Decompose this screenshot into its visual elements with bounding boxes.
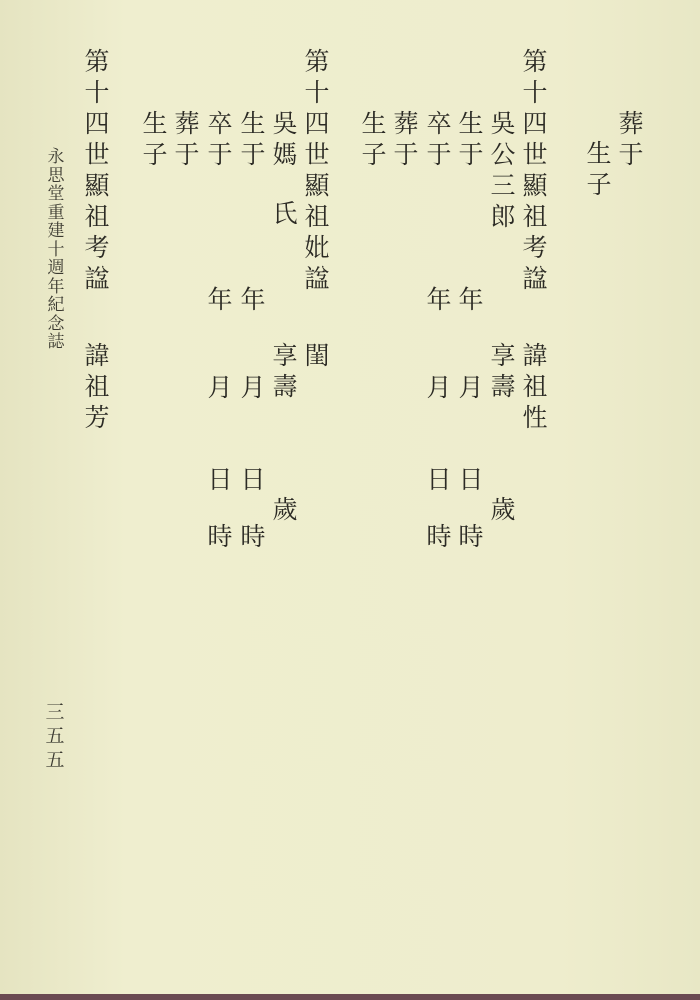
text-column-c27 [236,284,270,315]
column-char: 生 [240,109,266,138]
text-column-c28 [236,372,270,403]
column-char: 日 [240,465,266,494]
text-column-c10 [454,372,488,403]
book-title-char: 堂 [47,184,65,204]
text-column-c30 [236,521,270,552]
column-char: 日 [207,465,233,494]
column-char: 年 [207,285,233,314]
text-column-c39 [80,340,114,433]
column-char: 世 [522,140,548,169]
book-title-char: 誌 [47,332,65,352]
text-column-c31 [203,108,237,170]
column-char: 四 [84,109,110,138]
text-column-c20 [300,46,334,294]
column-char: 生 [361,109,387,138]
text-column-c05 [486,108,520,232]
text-column-c32 [203,284,237,315]
column-char: 歲 [272,495,298,524]
column-char: 顯 [84,171,110,200]
page-number-char: 五 [45,725,65,747]
column-char: 世 [84,140,110,169]
column-char: 三 [490,171,516,200]
text-column-c29 [236,464,270,495]
column-char: 第 [522,47,548,76]
text-column-c11 [454,464,488,495]
text-column-c22 [268,108,302,170]
book-title-char: 紀 [47,295,65,315]
text-column-c18 [389,108,423,170]
column-char: 年 [458,285,484,314]
column-char: 時 [240,522,266,551]
book-title-char: 念 [47,313,65,334]
text-column-c12 [454,521,488,552]
page-number-char: 五 [45,749,65,771]
column-char: 葬 [174,109,200,138]
column-char: 葬 [393,109,419,138]
column-char: 第 [304,47,330,76]
column-char: 月 [207,373,233,402]
text-column-c19 [357,108,391,170]
column-char: 諡 [522,264,548,293]
book-title-char: 十 [47,239,65,260]
column-char: 于 [458,140,484,169]
page-number [42,700,68,772]
column-char: 壽 [490,372,516,401]
column-char: 于 [618,140,644,169]
column-char: 歲 [490,495,516,524]
column-char: 子 [361,140,387,169]
column-char: 于 [240,140,266,169]
column-char: 十 [304,78,330,107]
column-char: 十 [84,78,110,107]
column-char: 諡 [304,264,330,293]
text-column-c14 [422,284,456,315]
text-column-c16 [422,464,456,495]
column-char: 祖 [522,202,548,231]
column-char: 時 [458,522,484,551]
column-char: 享 [490,341,516,370]
column-char: 年 [240,285,266,314]
column-char: 郎 [490,202,516,231]
text-column-c08 [454,108,488,170]
column-char: 第 [84,47,110,76]
column-char: 葬 [618,109,644,138]
text-column-c34 [203,464,237,495]
column-char: 媽 [272,140,298,169]
text-column-c04 [518,340,552,433]
text-column-c26 [236,108,270,170]
text-column-c15 [422,372,456,403]
text-column-c06 [486,340,520,402]
column-char: 于 [426,140,452,169]
column-char: 壽 [272,372,298,401]
text-column-c09 [454,284,488,315]
column-char: 十 [522,78,548,107]
column-char: 于 [174,140,200,169]
column-char: 時 [207,522,233,551]
page-number-char: 三 [45,701,65,723]
column-char: 日 [458,465,484,494]
text-column-c24 [268,340,302,402]
book-title-char: 重 [47,202,65,223]
text-column-c02 [582,138,616,200]
text-column-c33 [203,372,237,403]
column-char: 子 [586,170,612,199]
text-column-c17 [422,521,456,552]
column-char: 月 [458,373,484,402]
text-column-c23 [268,198,302,229]
column-char: 諱 [522,341,548,370]
text-column-c35 [203,521,237,552]
column-char: 生 [586,139,612,168]
bottom-edge [0,994,700,1000]
column-char: 考 [522,233,548,262]
column-char: 祖 [84,372,110,401]
column-char: 日 [426,465,452,494]
book-title-vertical [44,148,68,352]
column-char: 卒 [207,109,233,138]
book-title-char: 永 [47,147,65,167]
column-char: 生 [458,109,484,138]
column-char: 祖 [84,202,110,231]
column-char: 時 [426,522,452,551]
column-char: 諱 [84,341,110,370]
column-char: 四 [304,109,330,138]
text-column-c21 [300,340,334,371]
column-char: 年 [426,285,452,314]
column-char: 閨 [304,341,330,370]
column-char: 氏 [272,199,298,228]
column-char: 公 [490,140,516,169]
text-column-c13 [422,108,456,170]
column-char: 顯 [522,171,548,200]
text-column-c38 [80,46,114,294]
book-title-char: 週 [47,258,65,278]
text-column-c25 [268,494,302,525]
column-char: 吳 [272,109,298,138]
column-char: 享 [272,341,298,370]
column-char: 祖 [522,372,548,401]
text-column-c37 [138,108,172,170]
column-char: 月 [426,373,452,402]
book-title-char: 思 [47,165,65,186]
text-column-c36 [170,108,204,170]
column-char: 諡 [84,264,110,293]
column-char: 子 [142,140,168,169]
column-char: 顯 [304,171,330,200]
column-char: 妣 [304,233,330,262]
column-char: 芳 [84,403,110,432]
column-char: 世 [304,140,330,169]
text-column-c07 [486,494,520,525]
book-title-char: 建 [47,221,65,241]
column-char: 吳 [490,109,516,138]
column-char: 考 [84,233,110,262]
text-column-c03 [518,46,552,294]
column-char: 于 [393,140,419,169]
column-char: 于 [207,140,233,169]
column-char: 卒 [426,109,452,138]
column-char: 月 [240,373,266,402]
column-char: 四 [522,109,548,138]
column-char: 性 [522,403,548,432]
text-column-c01 [614,108,648,170]
column-char: 生 [142,109,168,138]
column-char: 祖 [304,202,330,231]
book-title-char: 年 [47,276,65,297]
